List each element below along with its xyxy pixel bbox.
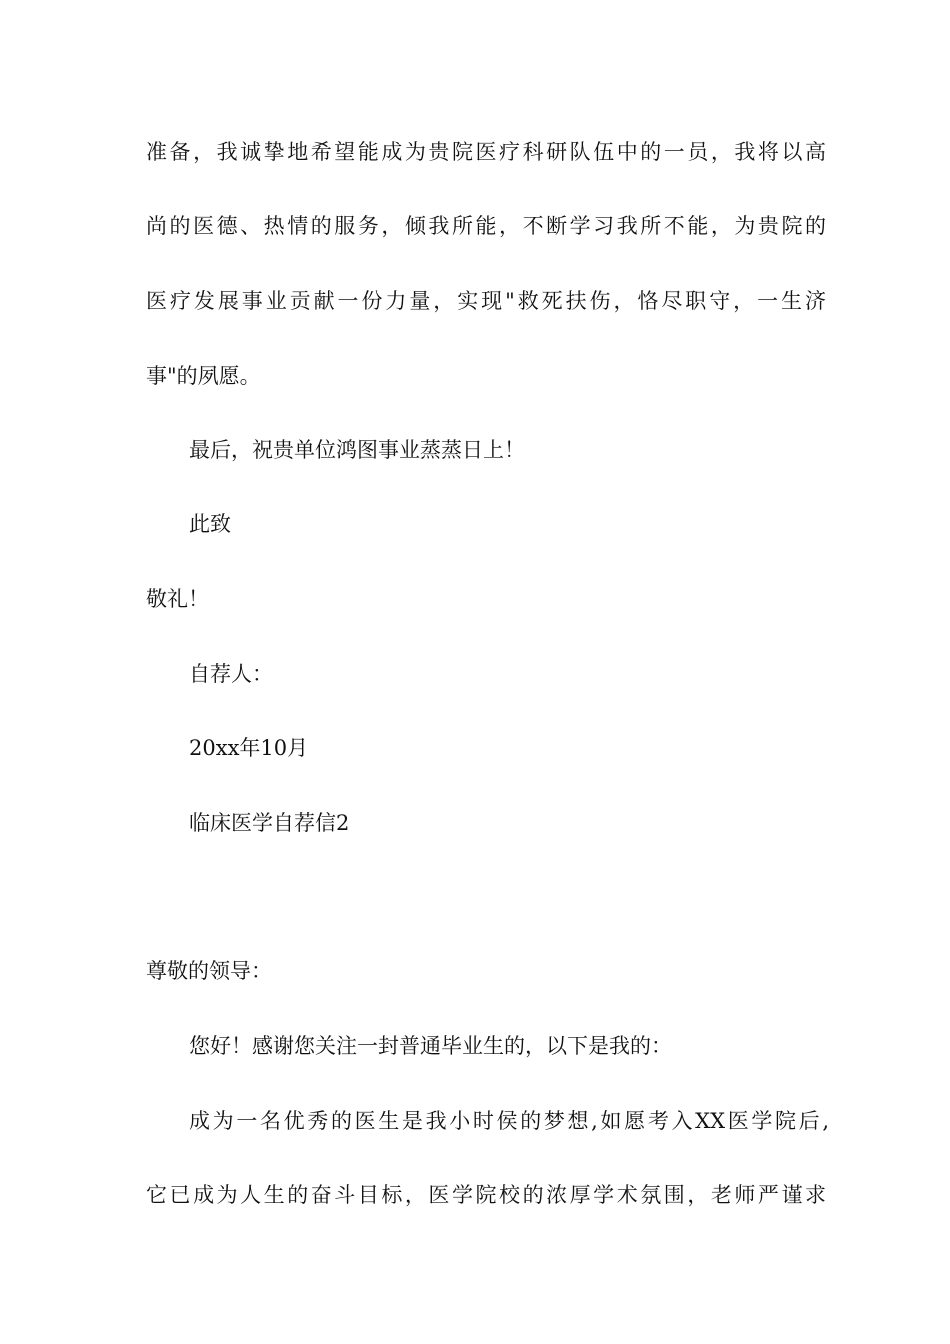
intro-line: 您好！感谢您关注一封普通毕业生的，以下是我的： — [189, 1034, 672, 1058]
salutation-jingli: 敬礼！ — [146, 587, 209, 611]
paragraph-line: 医疗发展事业贡献一份力量，实现"救死扶伤，恪尽职守，一生济 — [146, 289, 826, 313]
date-line: 20xx年10月 — [189, 736, 309, 760]
paragraph-line: 事"的夙愿。 — [146, 364, 261, 388]
paragraph-line: 成为一名优秀的医生是我小时侯的梦想,如愿考入XX医学院后, — [189, 1109, 829, 1133]
signature-label: 自荐人： — [189, 662, 273, 686]
greeting: 尊敬的领导： — [146, 959, 272, 983]
closing-wish: 最后，祝贵单位鸿图事业蒸蒸日上！ — [189, 438, 525, 462]
paragraph-line: 尚的医德、热情的服务，倾我所能，不断学习我所不能，为贵院的 — [146, 214, 826, 238]
paragraph-line: 它已成为人生的奋斗目标，医学院校的浓厚学术氛围，老师严谨求 — [146, 1183, 826, 1207]
salutation-cizhi: 此致 — [189, 512, 231, 536]
section-title: 临床医学自荐信2 — [189, 811, 350, 835]
paragraph-line: 准备，我诚挚地希望能成为贵院医疗科研队伍中的一员，我将以高 — [146, 140, 826, 164]
